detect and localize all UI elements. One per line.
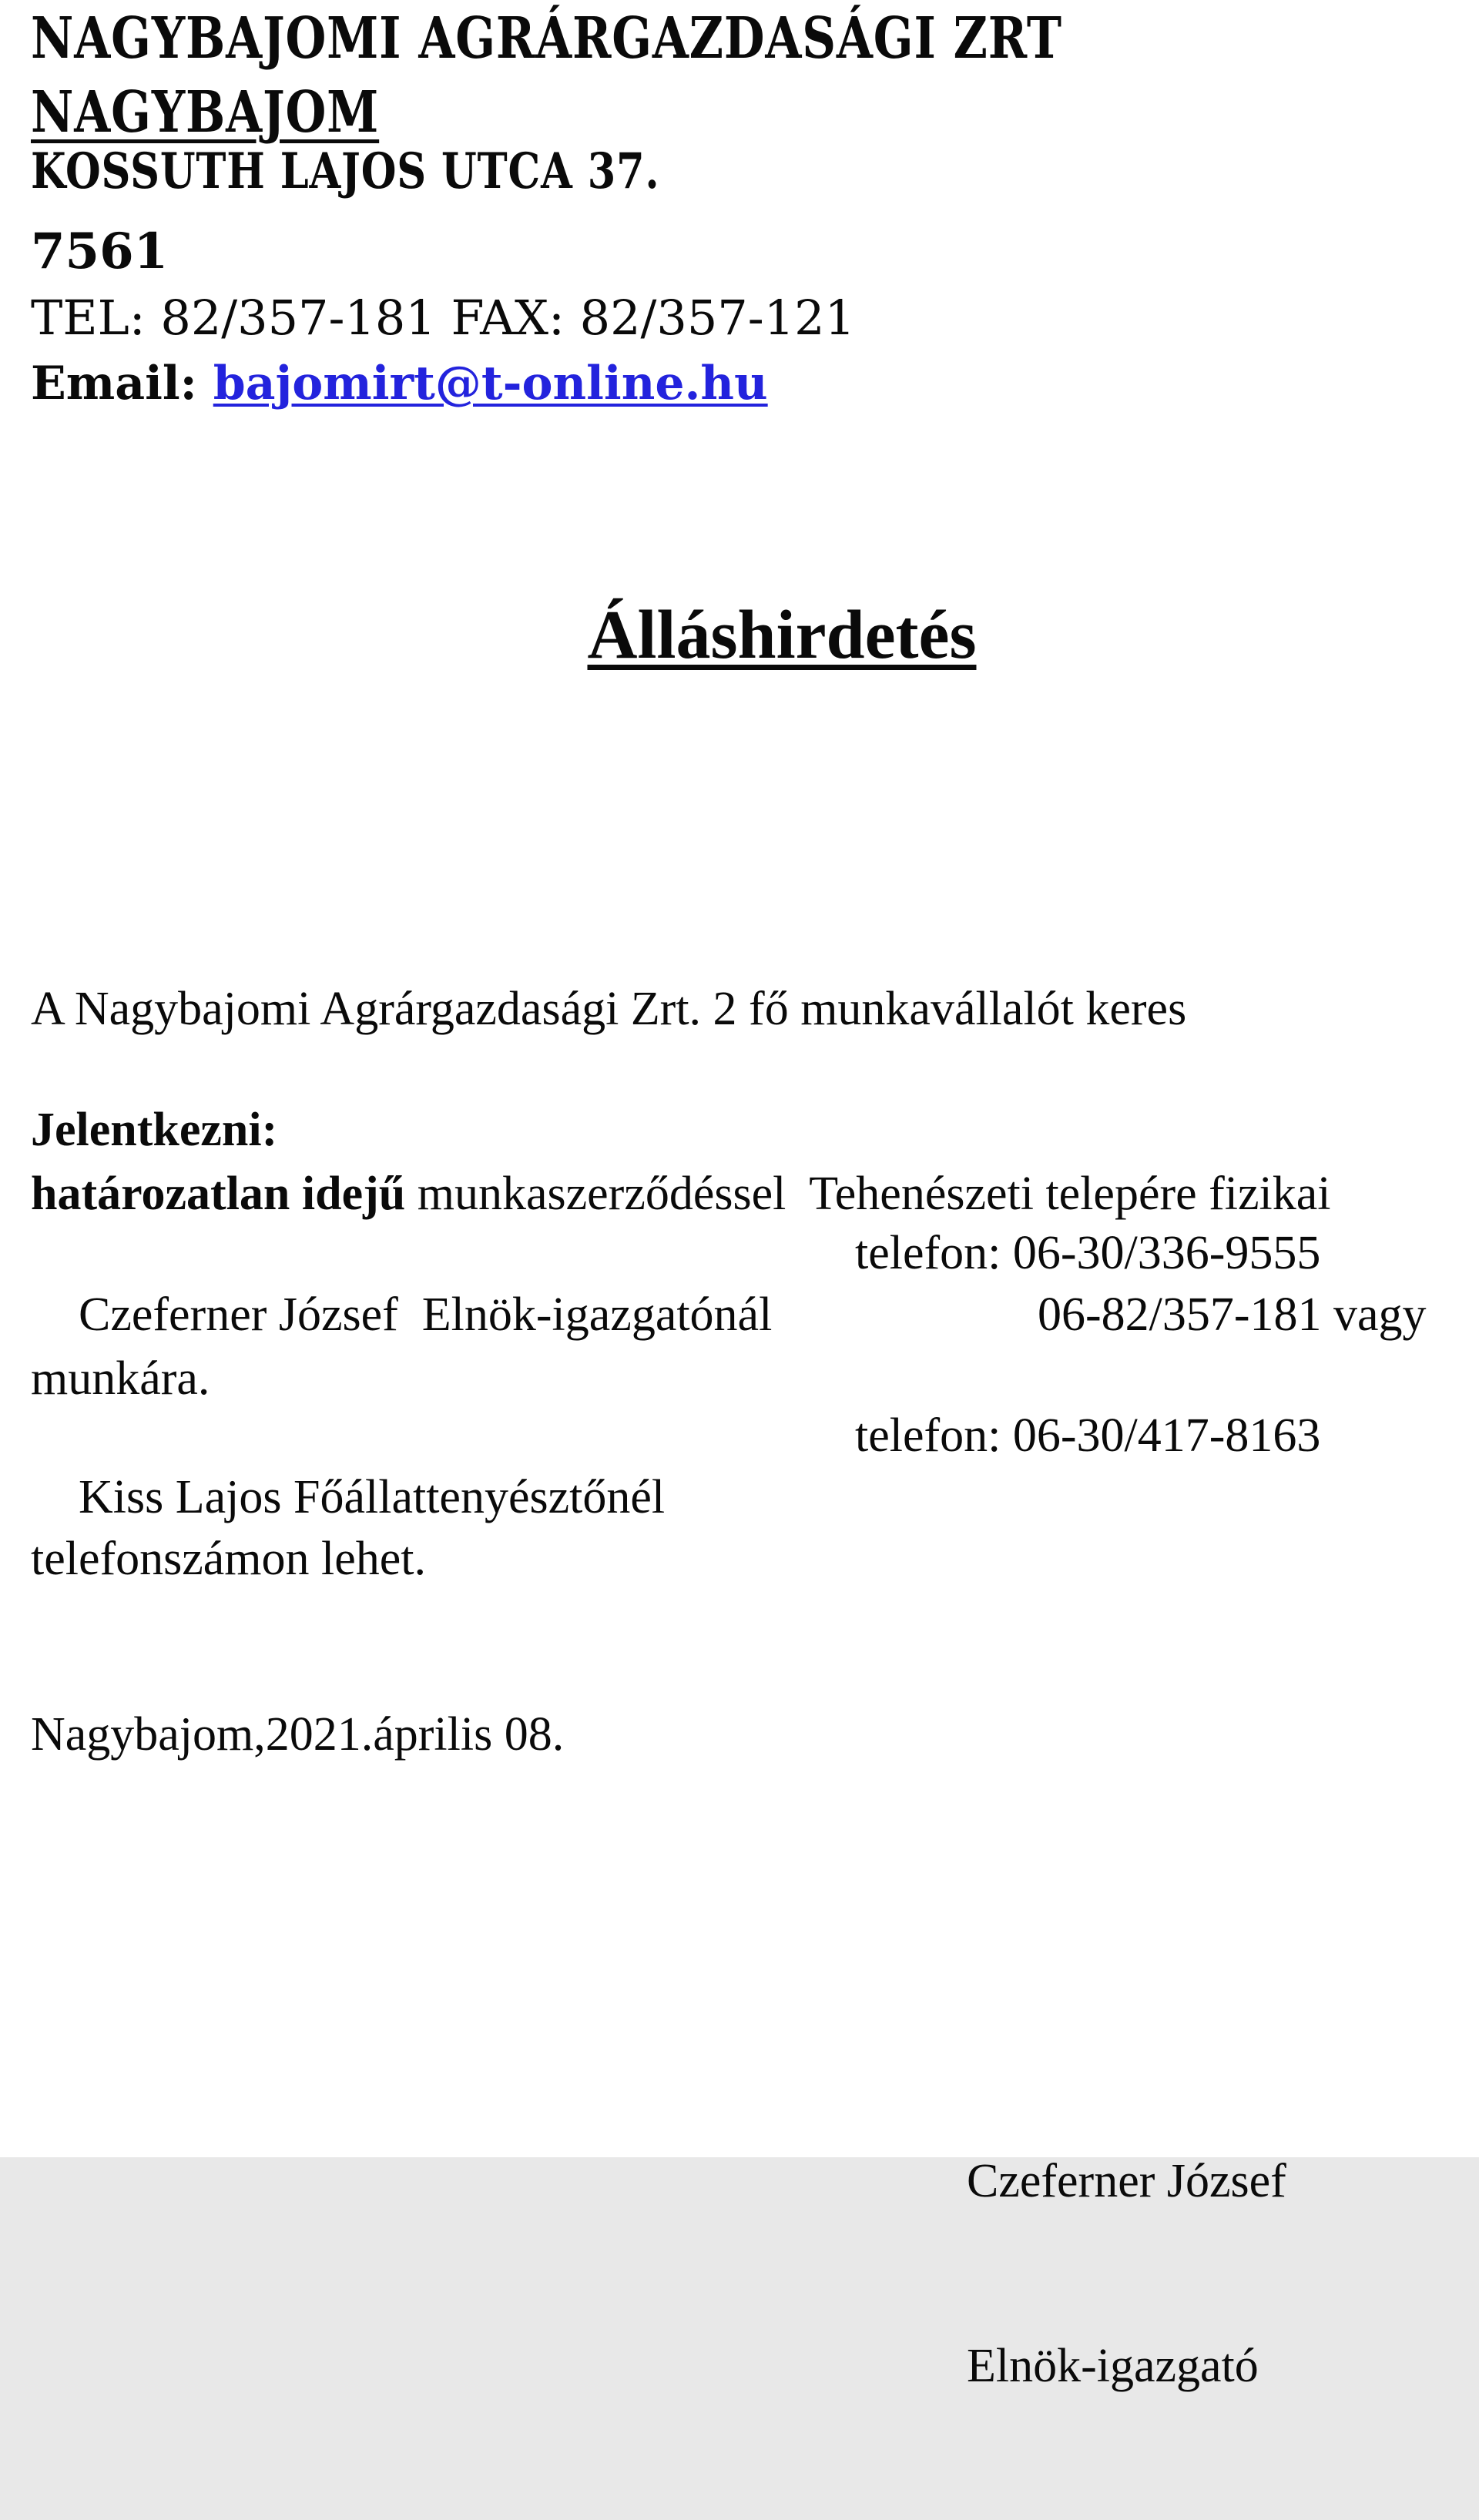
intro-line-1: A Nagybajomi Agrárgazdasági Zrt. 2 fő munkavállalót keres [31,983,1187,1035]
intro-line-2 [31,1163,1331,1225]
intro-line-2-rest: munkaszerződéssel Tehenészeti telepére fizikai [405,1168,1331,1220]
contact-2-phone: telefon: 06-30/417-8163 [855,1409,1321,1462]
email-line [31,353,768,414]
intro-line-2-bold: határozatlan idejű [31,1168,406,1220]
phone-fax-line: TEL: 82/357-181 FAX: 82/357-121 [31,290,856,346]
signature-block [967,2027,1286,2520]
postal-code: 7561 [31,223,169,280]
company-name: NAGYBAJOMI AGRÁRGAZDASÁGI ZRT [31,5,1062,72]
contact-1-name: Czeferner József Elnök-igazgatónál [79,1288,773,1341]
signature-role: Elnök-igazgató [967,2340,1259,2392]
email-label: Email: [31,357,213,411]
date-line: Nagybajom,2021.április 08. [31,1708,565,1761]
email-link[interactable]: bajomirt@t-online.hu [213,357,768,411]
company-city: NAGYBAJOM [31,79,380,146]
signature-name: Czeferner József [967,2155,1286,2207]
closing-line: telefonszámon lehet. [31,1533,427,1585]
company-street: KOSSUTH LAJOS UTCA 37. [31,142,660,200]
apply-heading: Jelentkezni: [31,1104,278,1156]
contact-1-phone: telefon: 06-30/336-9555 [855,1227,1321,1279]
contact-1-phone-2: 06-82/357-181 vagy [1038,1288,1427,1341]
title-row [0,597,1479,674]
contact-2-name: Kiss Lajos Főállattenyésztőnél [79,1471,666,1523]
intro-line-3: munkára. [31,1352,210,1405]
page-title: Álláshirdetés [587,597,977,673]
